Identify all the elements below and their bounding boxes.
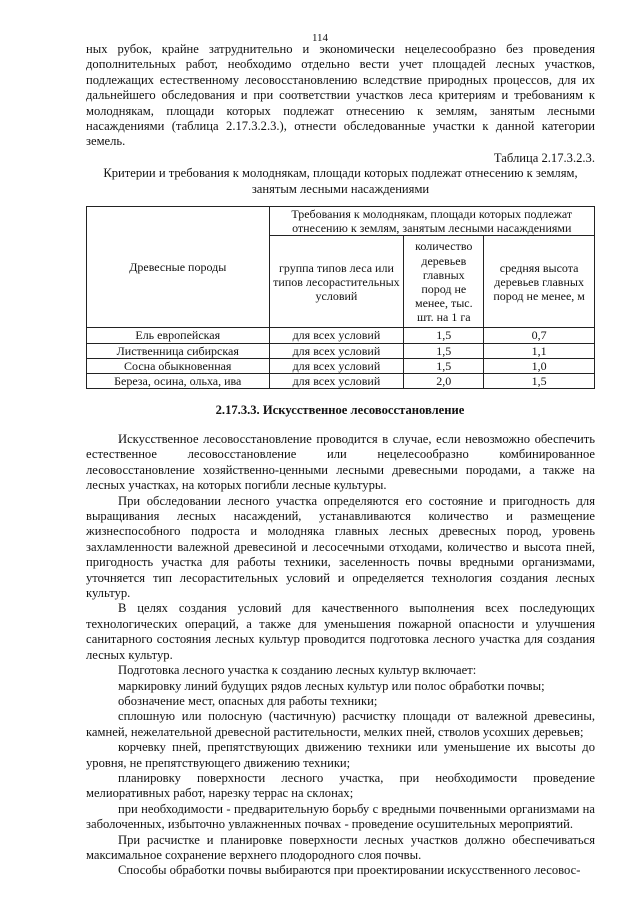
cell-species: Ель европейская (87, 328, 270, 343)
header-species: Древесные породы (87, 207, 270, 328)
cell-count: 1,5 (404, 328, 484, 343)
cell-species: Береза, осина, ольха, ива (87, 374, 270, 389)
paragraph: При расчистке и планировке поверхности лесных участков должно обеспечиваться максимальное сохранение верхнего плодородного слоя почвы. (86, 832, 595, 862)
cell-conditions: для всех условий (269, 343, 404, 358)
list-item: планировку поверхности лесного участка, при необходимости проведение мелиоративных работ, нарезку террас на склонах; (86, 770, 595, 801)
table-row (87, 374, 595, 389)
cell-conditions: для всех условий (269, 374, 404, 389)
paragraph: Искусственное лесовосстановление проводится в случае, если невозможно обеспечить естественное лесовосстановление или нецелесообразно комбинированное лесовосстановление хозяйственно-ценными лесными древесными породами, а также на лесных участках, на которых погибли лесные культуры. (86, 432, 595, 493)
list-item: корчевку пней, препятствующих движению техники или уменьшение их высоты до уровня, не препятствующего движению техники; (86, 740, 595, 770)
table-row (87, 328, 595, 343)
section-heading: 2.17.3.3. Искусственное лесовосстановление (215, 403, 465, 417)
table-row (87, 358, 595, 373)
cell-count: 1,5 (404, 358, 484, 373)
cell-conditions: для всех условий (269, 358, 404, 373)
cell-count: 1,5 (404, 343, 484, 358)
table-caption-block (86, 151, 595, 197)
list-item: при необходимости - предварительную борьбу с вредными почвенными организмами на заболоченных, избыточно увлажненных почвах - проведение осушительных мероприятий. (86, 801, 595, 832)
header-tree-count: количество деревьев главных пород не менее, тыс. шт. на 1 га (404, 236, 484, 328)
table-row (87, 343, 595, 358)
cell-height: 1,0 (484, 358, 595, 373)
paragraph: Подготовка лесного участка к созданию лесных культур включает: (118, 663, 477, 678)
table-caption: Критерии и требования к молоднякам, площади которых подлежат отнесению к землям, занятым лесными насаждениями (103, 166, 578, 196)
cell-height: 1,1 (484, 343, 595, 358)
list-item: сплошную или полосную (частичную) расчистку площади от валежной древесины, камней, нежелательной древесной растительности, мелких пней, стволов усохших деревьев; (86, 709, 595, 739)
cell-conditions: для всех условий (269, 328, 404, 343)
list-item: маркировку линий будущих рядов лесных культур или полос обработки почвы; (118, 678, 545, 693)
paragraph: При обследовании лесного участка определяются его состояние и пригодность для выращивания лесных насаждений, устанавливаются количество и размещение жизнеспособного подроста и молодняка главных лесных древесных пород, уровень захламленности валежной древесиной и лесосечными отходами, количество и высота пней, пригодность участка для работы техники, заселенность почвы вредными организмами, уточняется тип лесорастительных условий и определяется технология создания лесных культур. (86, 493, 595, 601)
paragraph: В целях создания условий для качественного выполнения всех последующих технологических операций, а также для уменьшения пожарной опасности и улучшения санитарного состояния лесных культур проводится подготовка лесного участка для создания лесных культур. (86, 601, 595, 662)
header-forest-type: группа типов леса или типов лесорастительных условий (269, 236, 404, 328)
paragraph: Способы обработки почвы выбираются при проектировании искусственного лесовос- (118, 863, 581, 878)
section-body (86, 432, 595, 879)
criteria-table (86, 206, 595, 389)
header-avg-height: средняя высота деревьев главных пород не менее, м (484, 236, 595, 328)
page-number: 114 (311, 32, 329, 44)
cell-height: 1,5 (484, 374, 595, 389)
cell-count: 2,0 (404, 374, 484, 389)
table-number: Таблица 2.17.3.2.3. (493, 151, 595, 165)
list-item: обозначение мест, опасных для работы техники; (118, 693, 378, 708)
intro-paragraph: ных рубок, крайне затруднительно и экономически нецелесообразно без проведения дополнительных работ, необходимо отдельно вести учет площадей лесных участков, подлежащих естественному лесовосстановлению вследствие природных процессов, для их дальнейшего обследования и при соответствии участков леса критериям и требованиям к молоднякам, площади которых подлежат отнесению к землям, занятым лесными насаждениями (таблица 2.17.3.2.3.), отнести обследованные участки к данной категории земель. (86, 42, 595, 149)
header-requirements: Требования к молоднякам, площади которых подлежат отнесению к землям, занятым лесными насаждениями (269, 207, 594, 236)
cell-species: Лиственница сибирская (87, 343, 270, 358)
cell-height: 0,7 (484, 328, 595, 343)
intro-paragraph-block (86, 42, 595, 150)
cell-species: Сосна обыкновенная (87, 358, 270, 373)
